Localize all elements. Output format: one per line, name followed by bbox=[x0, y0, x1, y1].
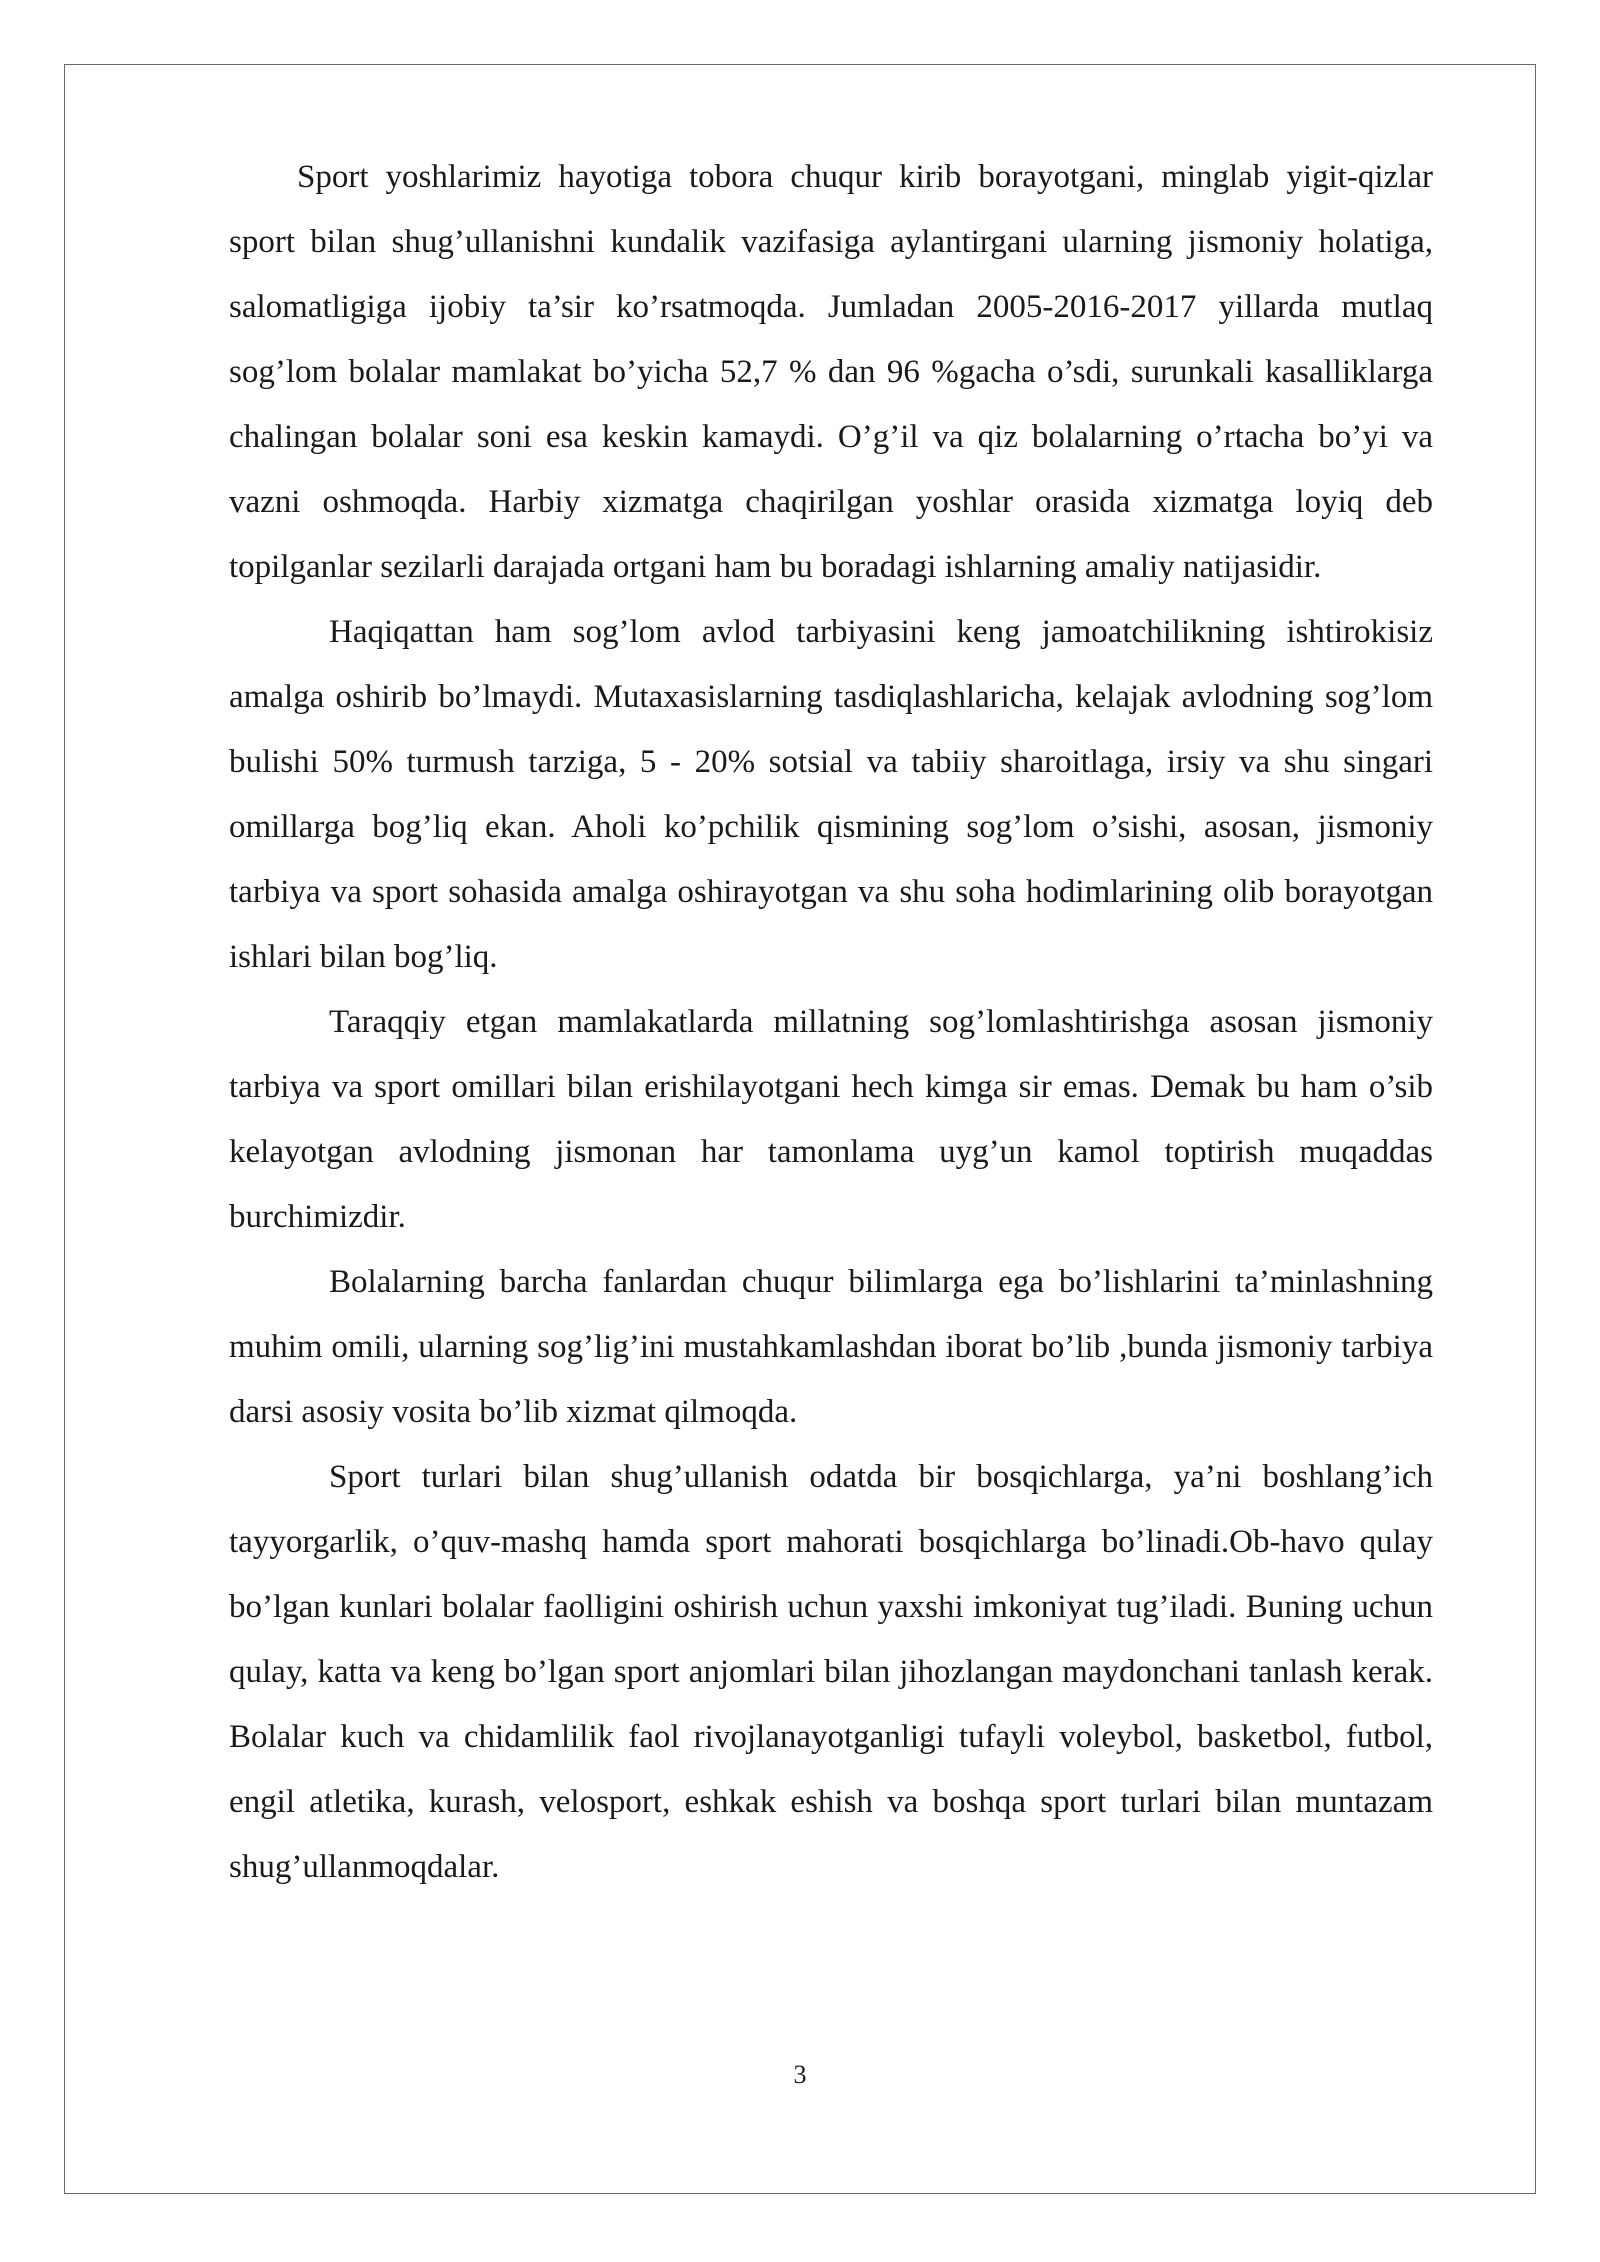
paragraph-3: Taraqqiy etgan mamlakatlarda millatning sog’lomlashtirishga asosan jismoniy tarbiya va sport omillari bilan erishilayotgani hech kimga sir emas. Demak bu ham o’sib kelayotgan avlodning jismonan har tamonlama uyg’un kamol toptirish muqaddas burchimizdir. bbox=[229, 1004, 1433, 1235]
paragraph-1: Sport yoshlarimiz hayotiga tobora chuqur kirib borayotgani, minglab yigit-qizlar sport bilan shug’ullanishni kundalik vazifasiga aylantirgani ularning jismoniy holatiga, salomatligiga ijobiy ta’sir ko’rsatmoqda. Jumladan 2005-2016-2017 yillarda mutlaq sog’lom bolalar mamlakat bo’yicha 52,7 % dan 96 %gacha o’sdi, surunkali kasalliklarga chalingan bolalar soni esa keskin kamaydi. O’g’il va qiz bolalarning o’rtacha bo’yi va vazni oshmoqda. Harbiy xizmatga chaqirilgan yoshlar orasida xizmatga loyiq deb topilganlar sezilarli darajada ortgani ham bu boradagi ishlarning amaliy natijasidir. bbox=[229, 159, 1433, 585]
paragraph-4: Bolalarning barcha fanlardan chuqur bilimlarga ega bo’lishlarini ta’minlashning muhim omili, ularning sog’lig’ini mustahkamlashdan iborat bo’lib ,bunda jismoniy tarbiya darsi asosiy vosita bo’lib xizmat qilmoqda. bbox=[229, 1264, 1433, 1430]
paragraph-5: Sport turlari bilan shug’ullanish odatda bir bosqichlarga, ya’ni boshlang’ich tayyorgarlik, o’quv-mashq hamda sport mahorati bosqichlarga bo’linadi.Ob-havo qulay bo’lgan kunlari bolalar faolligini oshirish uchun yaxshi imkoniyat tug’iladi. Buning uchun qulay, katta va keng bo’lgan sport anjomlari bilan jihozlangan maydonchani tanlash kerak. Bolalar kuch va chidamlilik faol rivojlanayotganligi tufayli voleybol, basketbol, futbol, engil atletika, kurash, velosport, eshkak eshish va boshqa sport turlari bilan muntazam shug’ullanmoqdalar. bbox=[229, 1459, 1433, 1885]
page-number: 3 bbox=[793, 2060, 807, 2089]
document-body bbox=[229, 145, 1433, 1900]
paragraph-2: Haqiqattan ham sog’lom avlod tarbiyasini keng jamoatchilikning ishtirokisiz amalga oshirib bo’lmaydi. Mutaxasislarning tasdiqlashlaricha, kelajak avlodning sog’lom bulishi 50% turmush tarziga, 5 - 20% sotsial va tabiiy sharoitlaga, irsiy va shu singari omillarga bog’liq ekan. Aholi ko’pchilik qismining sog’lom o’sishi, asosan, jismoniy tarbiya va sport sohasida amalga oshirayotgan va shu soha hodimlarining olib borayotgan ishlari bilan bog’liq. bbox=[229, 614, 1433, 975]
